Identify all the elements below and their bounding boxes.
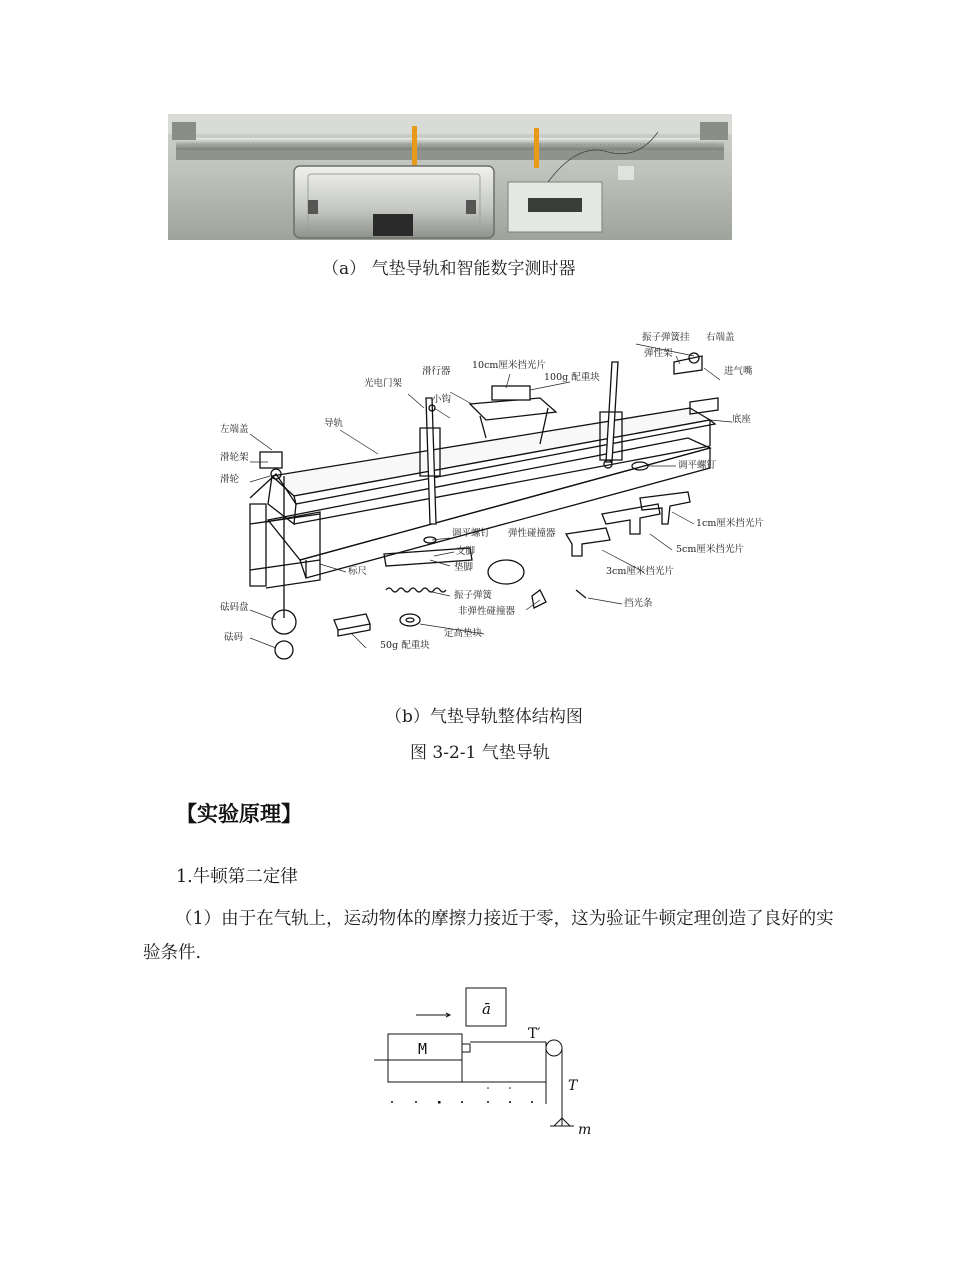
force-diagram — [370, 986, 610, 1142]
section-title: 【实验原理】 — [176, 802, 302, 826]
label-track: 导轨 — [324, 418, 344, 429]
label-weight-pan: 砝码盘 — [220, 602, 249, 613]
mass-label: M — [418, 1040, 428, 1058]
label-elastic-collider: 弹性碰撞器 — [508, 528, 556, 539]
air-track-photo — [168, 114, 732, 240]
label-3cm-flag: 3cm厘米挡光片 — [606, 566, 674, 577]
tension-label: T — [568, 1078, 578, 1094]
label-photogate-frame: 光电门架 — [364, 378, 403, 389]
label-left-end-cap: 左端盖 — [220, 424, 249, 435]
label-right-end-cap: 右端盖 — [706, 332, 735, 343]
label-glider: 滑行器 — [422, 366, 451, 377]
hanging-mass-label: m — [578, 1122, 592, 1138]
label-small-hook: 小钩 — [432, 394, 452, 405]
label-elastic-frame: 弹性架 — [644, 348, 673, 359]
label-oscillator-spring: 振子弹簧 — [454, 590, 493, 601]
label-foot-pad: 垫脚 — [454, 562, 474, 573]
label-shading-strip: 挡光条 — [624, 598, 653, 609]
tension-prime-label: T′ — [528, 1026, 541, 1042]
label-pulley: 滑轮 — [220, 474, 240, 485]
photo-caption: （a） 气垫导轨和智能数字测时器 — [322, 259, 576, 279]
air-track-structure-diagram — [210, 328, 770, 668]
figure-title: 图 3-2-1 气垫导轨 — [410, 743, 550, 763]
label-weight: 砝码 — [224, 632, 244, 643]
accel-label: ā — [482, 1000, 491, 1018]
label-air-inlet: 进气嘴 — [724, 366, 753, 377]
diagram-caption: （b）气垫导轨整体结构图 — [385, 707, 583, 727]
label-scale: 标尺 — [348, 566, 368, 577]
label-base: 底座 — [732, 414, 752, 425]
label-1cm-flag: 1cm厘米挡光片 — [696, 518, 764, 529]
label-5cm-flag: 5cm厘米挡光片 — [676, 544, 744, 555]
label-50g-weight: 50g 配重块 — [380, 640, 430, 651]
label-leveling-screw: 调平螺钉 — [452, 528, 491, 539]
heading-newton-law: 1.牛顿第二定律 — [176, 867, 298, 887]
label-inelastic-collider: 非弹性碰撞器 — [458, 606, 516, 617]
label-height-pad: 定高垫块 — [444, 628, 483, 639]
label-100g-weight: 100g 配重块 — [544, 372, 600, 383]
label-leveling-screw-right: 调平螺钉 — [678, 460, 717, 471]
paragraph-1: （1）由于在气轨上，运动物体的摩擦力接近于零，这为验证牛顿定理创造了良好的实验条件. — [143, 909, 834, 963]
label-spring-hook: 振子弹簧挂 — [642, 332, 690, 343]
label-10cm-flag: 10cm厘米挡光片 — [472, 360, 546, 371]
label-pulley-frame: 滑轮架 — [220, 452, 249, 463]
label-support: 支脚 — [456, 546, 476, 557]
